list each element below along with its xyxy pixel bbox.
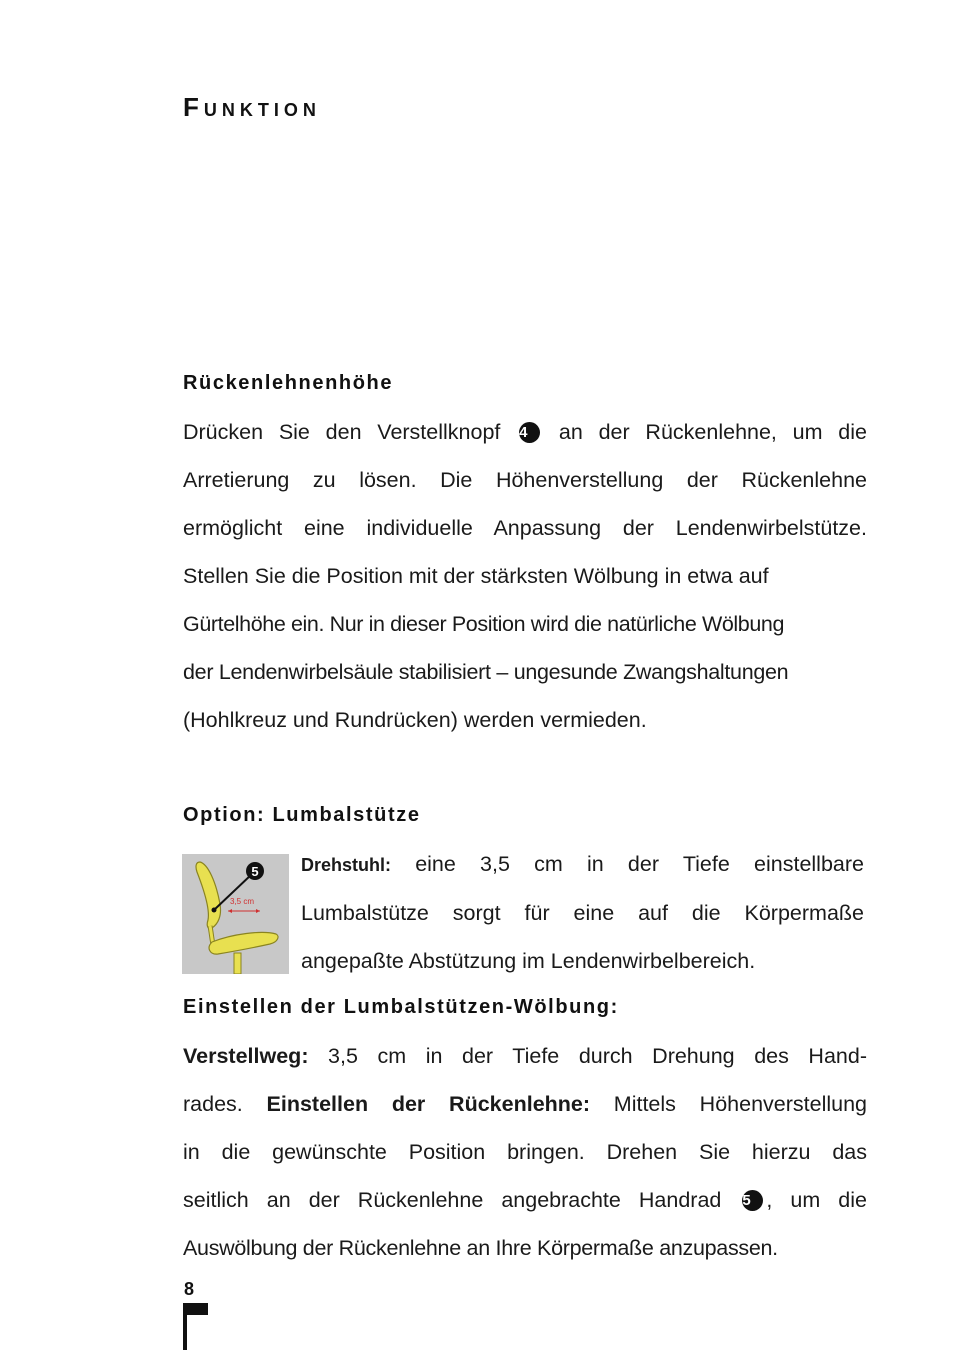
number-4-icon: 4 [519,422,540,443]
text-line: Lumbalstütze sorgt für eine auf die Körpermaße [301,901,864,925]
einstellen-label: Einstellen der Rückenlehne: [266,1092,591,1116]
text-line: Arretierung zu lösen. Die Höhenverstellung der Rückenlehne [183,468,867,492]
text-run: 3,5 cm in der Tiefe durch Drehung des Hand- [328,1044,867,1068]
section-heading-woelbung: Einstellen der Lumbalstützen-Wölbung: [183,996,619,1018]
corner-mark-stem [183,1303,187,1350]
text-run: Drücken Sie den Verstellknopf [183,420,501,444]
seat-column [234,953,241,974]
text-run: , um die [766,1188,867,1212]
section-heading-lumbalstuetze: Option: Lumbalstütze [183,804,421,826]
section-heading-rueckenlehnenhoehe: Rückenlehnenhöhe [183,372,394,394]
text-line [183,1032,867,1080]
measure-arrow-right [256,909,260,913]
drehstuhl-label: Drehstuhl: [301,855,391,875]
text-run: rades. [183,1092,243,1116]
text-line: Gürtelhöhe ein. Nur in dieser Position wird die natürliche Wölbung [183,612,785,636]
text-line: Auswölbung der Rückenlehne an Ihre Körpermaße anzupassen. [183,1236,778,1260]
verstellweg-label: Verstellweg: [183,1044,309,1068]
paragraph-lumbalstuetze [301,840,864,985]
text-line: ermöglicht eine individuelle Anpassung der Lendenwirbelstütze. [183,516,867,540]
seat-shape [209,932,278,954]
page-number: 8 [184,1279,195,1299]
lumbar-support-figure [182,854,289,974]
text-line [301,840,864,889]
paragraph-woelbung [183,1032,867,1272]
backrest-shape [196,862,221,929]
paragraph-rueckenlehnenhoehe [183,408,867,744]
text-line: (Hohlkreuz und Rundrücken) werden vermieden. [183,708,647,732]
text-run: eine 3,5 cm in der Tiefe einstellbare [415,852,864,876]
page-title: Funktion [183,92,321,122]
number-5-icon: 5 [742,1190,763,1211]
measure-arrow-left [228,909,232,913]
text-line: in die gewünschte Position bringen. Drehen Sie hierzu das [183,1140,867,1164]
pointer-dot [212,908,217,913]
text-line: angepaßte Abstützung im Lendenwirbelbereich. [301,949,756,973]
number-5-label: 5 [251,864,259,879]
text-line [183,1080,867,1128]
text-line: Stellen Sie die Position mit der stärksten Wölbung in etwa auf [183,564,769,588]
text-line [183,408,867,456]
text-run: an der Rückenlehne, um die [558,420,867,444]
measure-label: 3,5 cm [230,897,255,906]
text-line: der Lendenwirbelsäule stabilisiert – ungesunde Zwangshaltungen [183,660,789,684]
text-run: seitlich an der Rückenlehne angebrachte Handrad [183,1188,722,1212]
chair-diagram [182,854,289,974]
text-run: Mittels Höhenverstellung [613,1092,867,1116]
text-line [183,1176,867,1224]
